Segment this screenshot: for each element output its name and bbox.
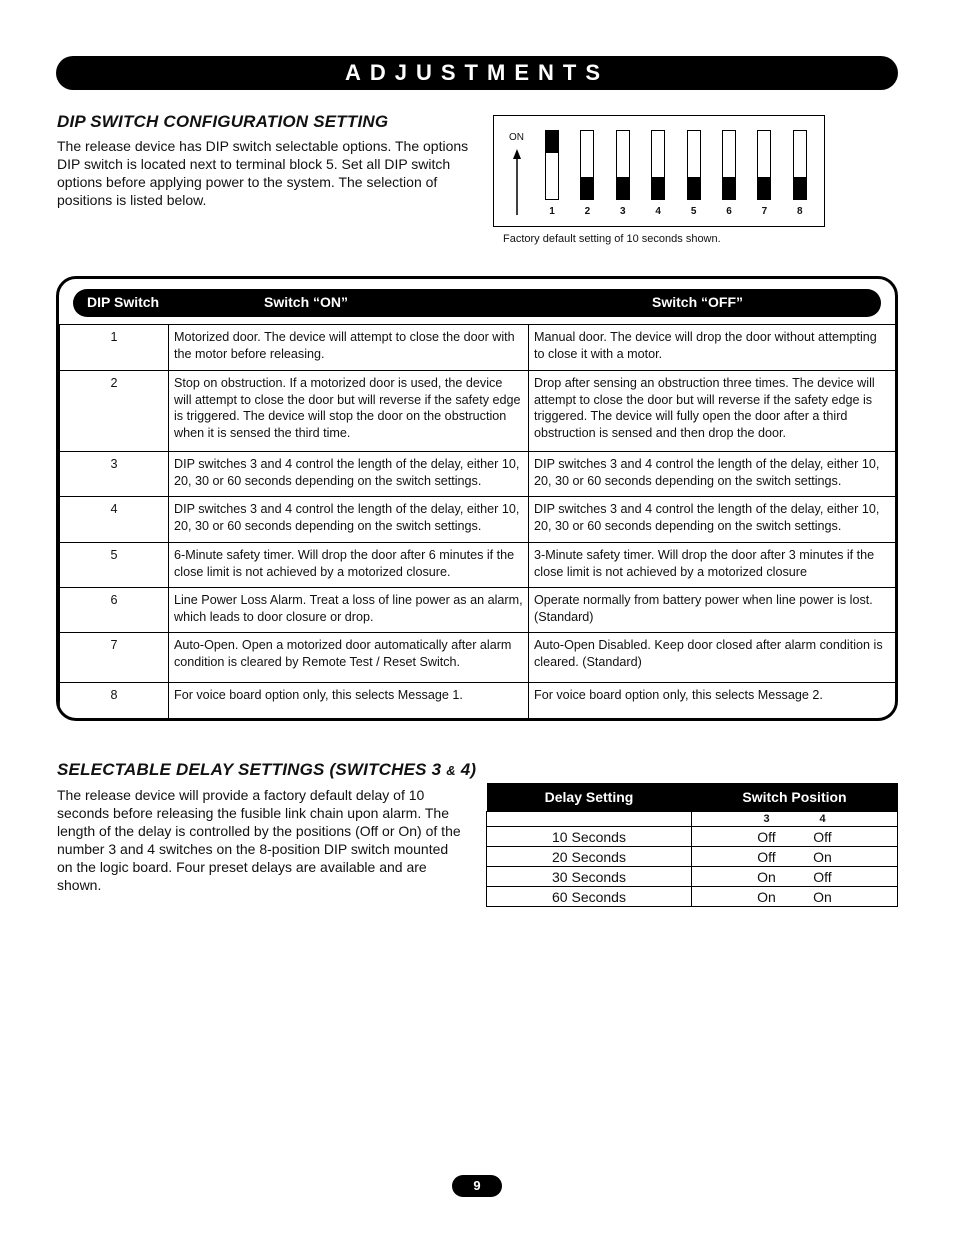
dip-switch-table bbox=[59, 324, 896, 721]
switch-number-6: 6 bbox=[726, 206, 732, 217]
header-switch-on: Switch “ON” bbox=[264, 294, 349, 310]
delay-section-body: The release device will provide a factory default delay of 10 seconds before releasing the fusible link chain upon alarm. The length of the delay is controlled by the positions (Off or On) of the number 3 and 4 switches on the 8-position DIP switch mounted on the logic board. Four preset delays are available and are shown. bbox=[57, 787, 461, 893]
table-row bbox=[60, 633, 896, 683]
delay-heading-end: 4) bbox=[455, 760, 477, 779]
section-banner bbox=[56, 56, 898, 90]
switch-number-1: 1 bbox=[549, 206, 555, 217]
table-row bbox=[60, 452, 896, 497]
cell-off: Manual door. The device will drop the door without attempting to close it with a motor. bbox=[529, 325, 896, 371]
delay-section-heading bbox=[57, 760, 476, 780]
dip-switch-5 bbox=[687, 130, 701, 200]
table-row bbox=[487, 827, 898, 847]
switch-4-value: On bbox=[813, 848, 832, 865]
on-arrow-icon bbox=[510, 149, 524, 215]
switch-number-8: 8 bbox=[797, 206, 803, 217]
header-switch-off: Switch “OFF” bbox=[652, 294, 743, 310]
diagram-caption: Factory default setting of 10 seconds shown. bbox=[503, 233, 721, 245]
cell-off: DIP switches 3 and 4 control the length of the delay, either 10, 20, 30 or 60 seconds depending on the switch settings. bbox=[529, 497, 896, 543]
cell-off: Auto-Open Disabled. Keep door closed after alarm condition is cleared. (Standard) bbox=[529, 633, 896, 683]
table-row bbox=[487, 887, 898, 907]
table-row bbox=[60, 543, 896, 588]
dip-switch-diagram bbox=[493, 115, 825, 227]
cell-num: 6 bbox=[60, 588, 169, 633]
delay-label: 20 Seconds bbox=[487, 847, 692, 867]
switch-knob bbox=[652, 177, 664, 199]
table-row bbox=[487, 847, 898, 867]
cell-num: 4 bbox=[60, 497, 169, 543]
switch-positions bbox=[692, 847, 898, 867]
cell-off: For voice board option only, this selects Message 2. bbox=[529, 683, 896, 722]
switch-knob bbox=[581, 177, 593, 199]
table-row bbox=[60, 588, 896, 633]
banner-title: ADJUSTMENTS bbox=[344, 60, 609, 85]
cell-on: Line Power Loss Alarm. Treat a loss of line power as an alarm, which leads to door closure or drop. bbox=[169, 588, 529, 633]
cell-num: 5 bbox=[60, 543, 169, 588]
switch-knob bbox=[723, 177, 735, 199]
cell-num: 8 bbox=[60, 683, 169, 722]
cell-on: For voice board option only, this selects Message 1. bbox=[169, 683, 529, 722]
cell-on: Stop on obstruction. If a motorized door is used, the device will attempt to close the door but will reverse if the safety edge is triggered. The device will stop the door on the obstruction when it is sensed the third time. bbox=[169, 371, 529, 452]
switch-knob bbox=[794, 177, 806, 199]
cell-on: Motorized door. The device will attempt to close the door with the motor before releasing. bbox=[169, 325, 529, 371]
header-switch-position: Switch Position bbox=[692, 783, 898, 812]
switch-number-7: 7 bbox=[761, 206, 768, 217]
cell-off: 3-Minute safety timer. Will drop the door after 3 minutes if the close limit is not achieved by a motorized closure bbox=[529, 543, 896, 588]
cell-num: 1 bbox=[60, 325, 169, 371]
delay-label: 60 Seconds bbox=[487, 887, 692, 907]
table-row bbox=[60, 497, 896, 543]
cell-off: DIP switches 3 and 4 control the length of the delay, either 10, 20, 30 or 60 seconds depending on the switch settings. bbox=[529, 452, 896, 497]
cell-on: DIP switches 3 and 4 control the length of the delay, either 10, 20, 30 or 60 seconds depending on the switch settings. bbox=[169, 497, 529, 543]
cell-off: Operate normally from battery power when line power is lost. (Standard) bbox=[529, 588, 896, 633]
dip-section-body: The release device has DIP switch selectable options. The options DIP switch is located next to terminal block 5. Set all DIP switch options before applying power to the system. The selection of positions is listed below. bbox=[57, 138, 469, 208]
table-row bbox=[60, 371, 896, 452]
header-dip-switch: DIP Switch bbox=[87, 294, 160, 310]
cell-off: Drop after sensing an obstruction three times. The device will attempt to close the door but will reverse if the safety edge is triggered. The device will fully open the door after a third obstruction is sensed and then drop the door. bbox=[529, 371, 896, 452]
dip-switch-4 bbox=[651, 130, 665, 200]
switch-3-value: Off bbox=[757, 848, 776, 865]
switch-4-value: Off bbox=[813, 868, 832, 885]
cell-on: 6-Minute safety timer. Will drop the door after 6 minutes if the close limit is not achieved by a motorized closure. bbox=[169, 543, 529, 588]
switch-knob bbox=[546, 131, 558, 153]
switch-number-4: 4 bbox=[655, 206, 661, 217]
switch-knob bbox=[758, 177, 770, 199]
table-row bbox=[60, 325, 896, 371]
dip-switch-7 bbox=[757, 130, 771, 200]
switch-4-value: Off bbox=[813, 828, 832, 845]
table-row bbox=[60, 683, 896, 722]
subheader-switches bbox=[692, 812, 898, 827]
switch-number-2: 2 bbox=[584, 206, 591, 217]
cell-num: 3 bbox=[60, 452, 169, 497]
cell-on: DIP switches 3 and 4 control the length of the delay, either 10, 20, 30 or 60 seconds depending on the switch settings. bbox=[169, 452, 529, 497]
cell-num: 2 bbox=[60, 371, 169, 452]
dip-section-heading: DIP SWITCH CONFIGURATION SETTING bbox=[57, 112, 389, 131]
switch-positions bbox=[692, 887, 898, 907]
dip-switch-1 bbox=[545, 130, 559, 200]
table-row bbox=[487, 867, 898, 887]
delay-heading-amp: & bbox=[446, 763, 456, 778]
delay-label: 10 Seconds bbox=[487, 827, 692, 847]
cell-num: 7 bbox=[60, 633, 169, 683]
dip-switch-8 bbox=[793, 130, 807, 200]
subheader-blank bbox=[487, 812, 692, 827]
subheader-switch-3: 3 bbox=[763, 813, 770, 825]
delay-heading-text: SELECTABLE DELAY SETTINGS (SWITCHES 3 bbox=[57, 760, 447, 779]
switch-3-value: On bbox=[757, 888, 776, 905]
cell-on: Auto-Open. Open a motorized door automatically after alarm condition is cleared by Remote Test / Reset Switch. bbox=[169, 633, 529, 683]
switch-positions bbox=[692, 827, 898, 847]
dip-switch-6 bbox=[722, 130, 736, 200]
switch-positions bbox=[692, 867, 898, 887]
delay-label: 30 Seconds bbox=[487, 867, 692, 887]
switch-knob bbox=[688, 177, 700, 199]
switch-3-value: On bbox=[757, 868, 776, 885]
delay-settings-table bbox=[486, 783, 898, 907]
dip-switch-table-frame bbox=[56, 276, 898, 721]
switch-number-5: 5 bbox=[690, 206, 697, 217]
page-number: 9 bbox=[452, 1175, 502, 1197]
switch-4-value: On bbox=[813, 888, 832, 905]
dip-switch-3 bbox=[616, 130, 630, 200]
on-label: ON bbox=[509, 132, 524, 143]
switch-number-3: 3 bbox=[620, 206, 626, 217]
dip-switch-2 bbox=[580, 130, 594, 200]
header-delay-setting: Delay Setting bbox=[487, 783, 692, 812]
subheader-switch-4: 4 bbox=[819, 813, 826, 825]
switch-3-value: Off bbox=[757, 828, 776, 845]
switch-knob bbox=[617, 177, 629, 199]
dip-table-header bbox=[73, 289, 881, 317]
